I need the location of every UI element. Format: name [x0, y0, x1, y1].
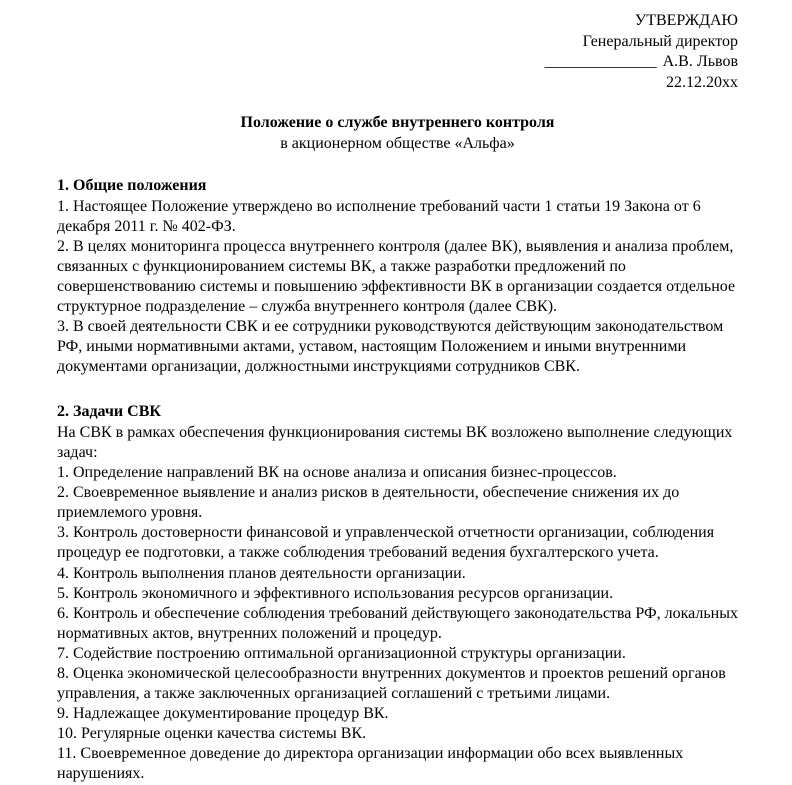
- section-svk-tasks: [57, 402, 738, 784]
- task-item: 7. Содействие построению оптимальной организационной структуры организации.: [57, 644, 626, 662]
- document-title-main: Положение о службе внутреннего контроля: [240, 114, 555, 131]
- clause-paragraph: 1. Настоящее Положение утверждено во исполнение требований части 1 статьи 19 Закона от 6 декабря 2011 г. № 402-ФЗ.: [57, 197, 701, 235]
- task-item: 4. Контроль выполнения планов деятельности организации.: [57, 564, 466, 582]
- section-heading: 2. Задачи СВК: [57, 403, 161, 421]
- document-title: [57, 113, 738, 154]
- clause-paragraph: 3. В своей деятельности СВК и ее сотрудники руководствуются действующим законодательством РФ, иными нормативными актами, уставом, настоящим Положением и иными внутренними документами организации, должностными инструкциями сотрудников СВК.: [57, 318, 724, 376]
- task-item: 3. Контроль достоверности финансовой и управленческой отчетности организации, соблюдения процедур ее подготовки, а также соблюдения требований ведения бухгалтерского учета.: [57, 524, 715, 562]
- task-item: 9. Надлежащее документирование процедур ВК.: [57, 705, 389, 723]
- task-item: 10. Регулярные оценки качества системы ВК.: [57, 725, 367, 743]
- approver-name: А.В. Львов: [662, 53, 738, 70]
- approver-title: Генеральный директор: [582, 32, 738, 50]
- section-heading: 1. Общие положения: [57, 177, 207, 194]
- approval-date: 22.12.20хх: [666, 73, 738, 91]
- approval-block: [57, 11, 738, 93]
- task-item: 2. Своевременное выявление и анализ рисков в деятельности, обеспечение снижения их до приемлемого уровня.: [57, 484, 680, 522]
- document-title-sub: в акционерном обществе «Альфа»: [280, 134, 515, 152]
- task-item: 6. Контроль и обеспечение соблюдения требований действующего законодательства РФ, локальных нормативных актов, внутренних положений и процедур.: [57, 604, 738, 642]
- task-item: 5. Контроль экономичного и эффективного использования ресурсов организации.: [57, 584, 614, 602]
- signature-line: ______________: [544, 53, 657, 70]
- signature-row: [57, 52, 738, 73]
- approval-stamp: УТВЕРЖДАЮ: [634, 12, 738, 29]
- task-item: 1. Определение направлений ВК на основе анализа и описания бизнес-процессов.: [57, 464, 617, 482]
- task-item: 8. Оценка экономической целесообразности внутренних документов и проектов решений органов управления, а также заключенных организацией соглашений с третьими лицами.: [57, 664, 726, 703]
- task-item: 11. Своевременное доведение до директора организации информации обо всех выявленных нарушениях.: [57, 745, 684, 783]
- section-general-provisions: [57, 176, 738, 377]
- section-intro: На СВК в рамках обеспечения функционирования системы ВК возложено выполнение следующих задач:: [57, 423, 733, 461]
- clause-paragraph: 2. В целях мониторинга процесса внутреннего контроля (далее ВК), выявления и анализа проблем, связанных с функционированием системы ВК, а также разработки предложений по совершенствованию системы и повышению эффективности ВК в организации создается отдельное структурное подразделение – служба внутреннего контроля (далее СВК).: [57, 237, 736, 315]
